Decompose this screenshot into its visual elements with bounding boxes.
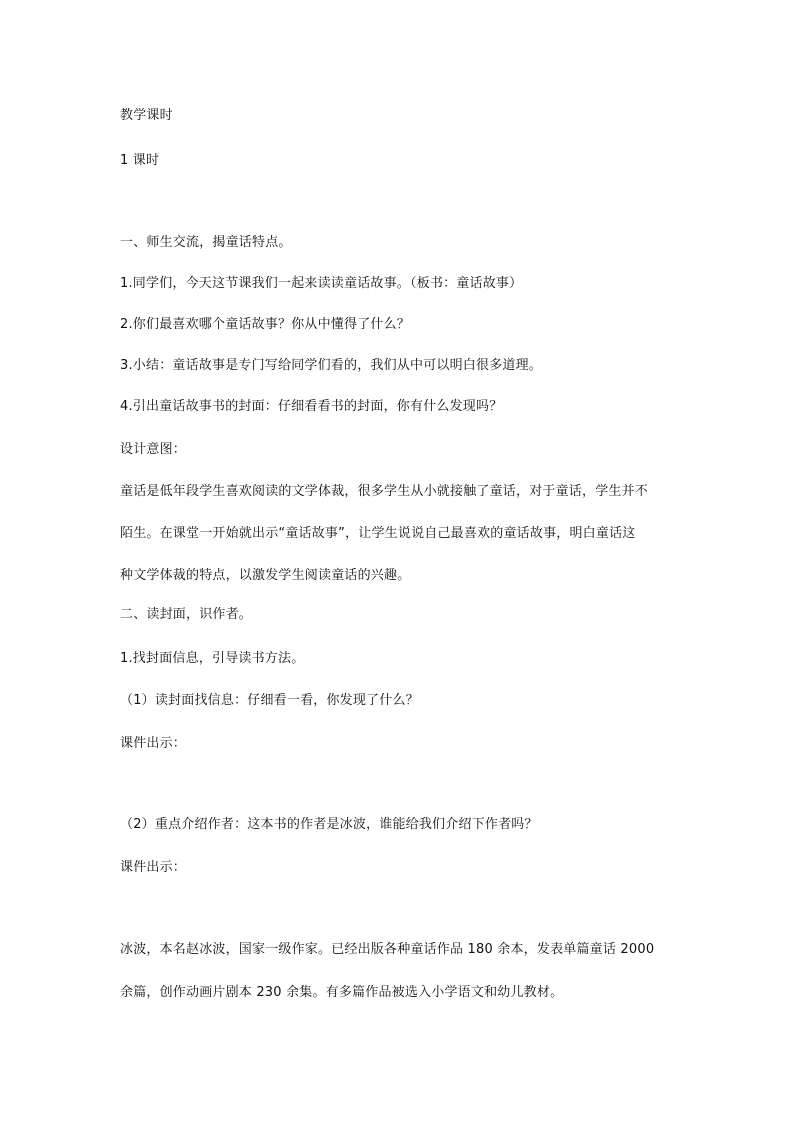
- section-2-title: 二、读封面，识作者。: [120, 607, 253, 622]
- section-1-item-4: 4.引出童话故事书的封面：仔细看看书的封面，你有什么发现吗？: [120, 399, 503, 414]
- section-2-item-1: 1.找封面信息，引导读书方法。: [120, 651, 305, 666]
- lesson-hours-value: 1 课时: [120, 153, 160, 168]
- section-1-item-3: 3.小结：童话故事是专门写给同学们看的，我们从中可以明白很多道理。: [120, 358, 543, 373]
- section-2-sub-2: （2）重点介绍作者：这本书的作者是冰波，谁能给我们介绍下作者吗？: [120, 817, 538, 832]
- author-intro-line-1: 冰波，本名赵冰波，国家一级作家。已经出版各种童话作品 180 余本，发表单篇童话 2000: [120, 942, 655, 957]
- design-intent-line-3: 种文学体裁的特点，以激发学生阅读童话的兴趣。: [120, 568, 411, 583]
- lesson-hours-label: 教学课时: [120, 108, 173, 123]
- design-intent-label: 设计意图：: [120, 442, 187, 457]
- design-intent-line-1: 童话是低年段学生喜欢阅读的文学体裁，很多学生从小就接触了童话，对于童话，学生并不: [120, 484, 649, 499]
- design-intent-line-2: 陌生。在课堂一开始就出示“童话故事”，让学生说说自己最喜欢的童话故事，明白童话这: [120, 526, 636, 541]
- section-2-sub-1: （1）读封面找信息：仔细看一看，你发现了什么？: [120, 693, 419, 708]
- section-1-item-2: 2.你们最喜欢哪个童话故事？你从中懂得了什么？: [120, 317, 411, 332]
- section-1-item-1: 1.同学们，今天这节课我们一起来读读童话故事。（板书：童话故事）: [120, 276, 523, 291]
- author-intro-line-2: 余篇，创作动画片剧本 230 余集。有多篇作品被选入小学语文和幼儿教材。: [120, 985, 564, 1000]
- courseware-label-1: 课件出示：: [120, 736, 187, 751]
- section-1-title: 一、师生交流，揭童话特点。: [120, 235, 292, 250]
- courseware-label-2: 课件出示：: [120, 860, 187, 875]
